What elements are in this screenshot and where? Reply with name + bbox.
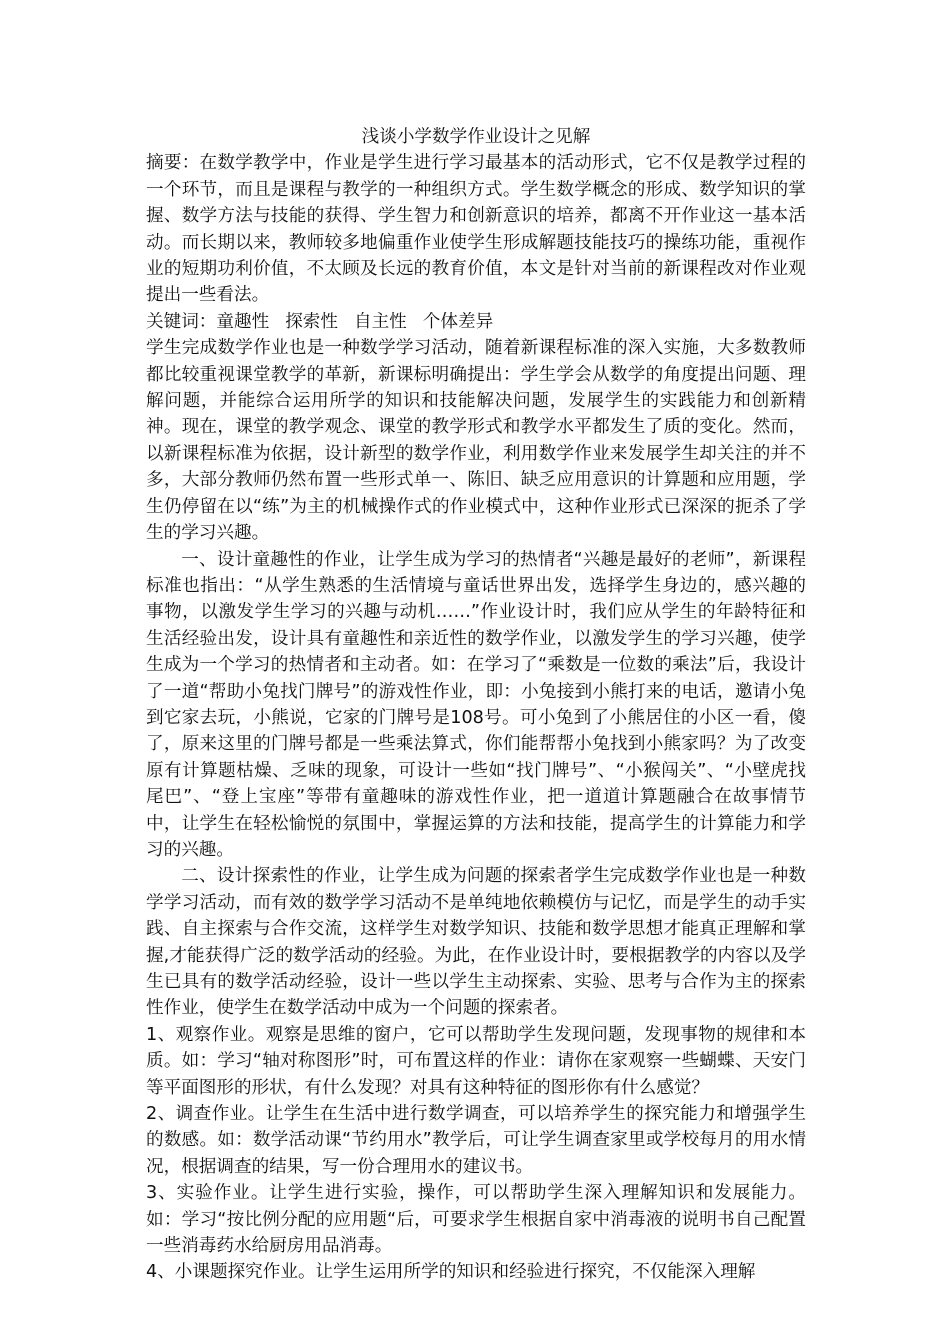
document-title: 浅谈小学数学作业设计之见解 [361, 127, 591, 147]
intro-paragraph: 学生完成数学作业也是一种数学学习活动，随着新课程标准的深入实施，大多数教师都比较重视课堂教学的革新，新课标明确提出：学生学会从数学的角度提出问题、理解问题，并能综合运用所学的知识和技能解决问题，发展学生的实践能力和创新精神。现在，课堂的教学观念、课堂的教学形式和教学水平都发生了质的变化。然而，以新课程标准为依据，设计新型的数学作业，利用数学作业来发展学生却关注的并不多，大部分教师仍然布置一些形式单一、陈旧、缺乏应用意识的计算题和应用题，学生仍停留在以“练”为主的机械操作式的作业模式中，这种作业形式已深深的扼杀了学生的学习兴趣。 [146, 338, 806, 544]
section-one-paragraph: 一、设计童趣性的作业，让学生成为学习的热情者“兴趣是最好的老师”，新课程标准也指出：“从学生熟悉的生活情境与童话世界出发，选择学生身边的，感兴趣的事物，以激发学生学习的兴趣与动机……”作业设计时，我们应从学生的年龄特征和生活经验出发，设计具有童趣性和亲近性的数学作业，以激发学生的学习兴趣，使学生成为一个学习的热情者和主动者。如：在学习了“乘数是一位数的乘法”后，我设计了一道“帮助小兔找门牌号”的游戏性作业，即：小兔接到小熊打来的电话，邀请小兔到它家去玩，小熊说，它家的门牌号是108号。可小兔到了小熊居住的小区一看，傻了，原来这里的门牌号都是一些乘法算式，你们能帮帮小兔找到小熊家吗？为了改变原有计算题枯燥、乏味的现象，可设计一些如“找门牌号”、“小猴闯关”、“小壁虎找尾巴”、“登上宝座”等带有童趣味的游戏性作业，把一道道计算题融合在故事情节中，让学生在轻松愉悦的氛围中，掌握运算的方法和技能，提高学生的计算能力和学习的兴趣。 [146, 549, 806, 860]
keywords-line [146, 309, 806, 335]
list-item-project: 4、小课题探究作业。让学生运用所学的知识和经验进行探究，不仅能深入理解 [146, 1262, 756, 1283]
list-item-experiment: 3、实验作业。让学生进行实验，操作，可以帮助学生深入理解知识和发展能力。如：学习“按比例分配的应用题“后，可要求学生根据自家中消毒液的说明书自己配置一些消毒药水给厨房用品消毒。 [146, 1183, 806, 1257]
list-item-observation: 1、观察作业。观察是思维的窗户，它可以帮助学生发现问题，发现事物的规律和本质。如：学习“轴对称图形”时，可布置这样的作业：请你在家观察一些蝴蝶、天安门等平面图形的形状，有什么发现？对具有这种特征的图形你有什么感觉？ [146, 1024, 806, 1098]
keyword-item: 童趣性 [216, 311, 270, 332]
keywords-label: 关键词： [146, 311, 217, 332]
abstract-paragraph: 摘要：在数学教学中，作业是学生进行学习最基本的活动形式，它不仅是教学过程的一个环节，而且是课程与教学的一种组织方式。学生数学概念的形成、数学知识的掌握、数学方法与技能的获得、学生智力和创新意识的培养，都离不开作业这一基本活动。而长期以来，教师较多地偏重作业使学生形成解题技能技巧的操练功能，重视作业的短期功利价值，不太顾及长远的教育价值，本文是针对当前的新课程改对作业观提出一些看法。 [146, 153, 806, 306]
list-item-survey: 2、调查作业。让学生在生活中进行数学调查，可以培养学生的探究能力和增强学生的数感。如：数学活动课“节约用水”教学后，可让学生调查家里或学校每月的用水情况，根据调查的结果，写一份合理用水的建议书。 [146, 1104, 806, 1177]
keyword-item: 自主性 [353, 311, 407, 332]
document-page [146, 124, 806, 1286]
keyword-item: 探索性 [285, 311, 338, 332]
keyword-item: 个体差异 [422, 311, 494, 332]
section-two-paragraph: 二、设计探索性的作业，让学生成为问题的探索者学生完成数学作业也是一种数学学习活动，而有效的数学学习活动不是单纯地依赖模仿与记忆，而是学生的动手实践、自主探索与合作交流，这样学生对数学知识、技能和数学思想才能真正理解和掌握,才能获得广泛的数学活动的经验。为此，在作业设计时，要根据教学的内容以及学生已具有的数学活动经验，设计一些以学生主动探索、实验、思考与合作为主的探索性作业，使学生在数学活动中成为一个问题的探索者。 [146, 866, 806, 1019]
